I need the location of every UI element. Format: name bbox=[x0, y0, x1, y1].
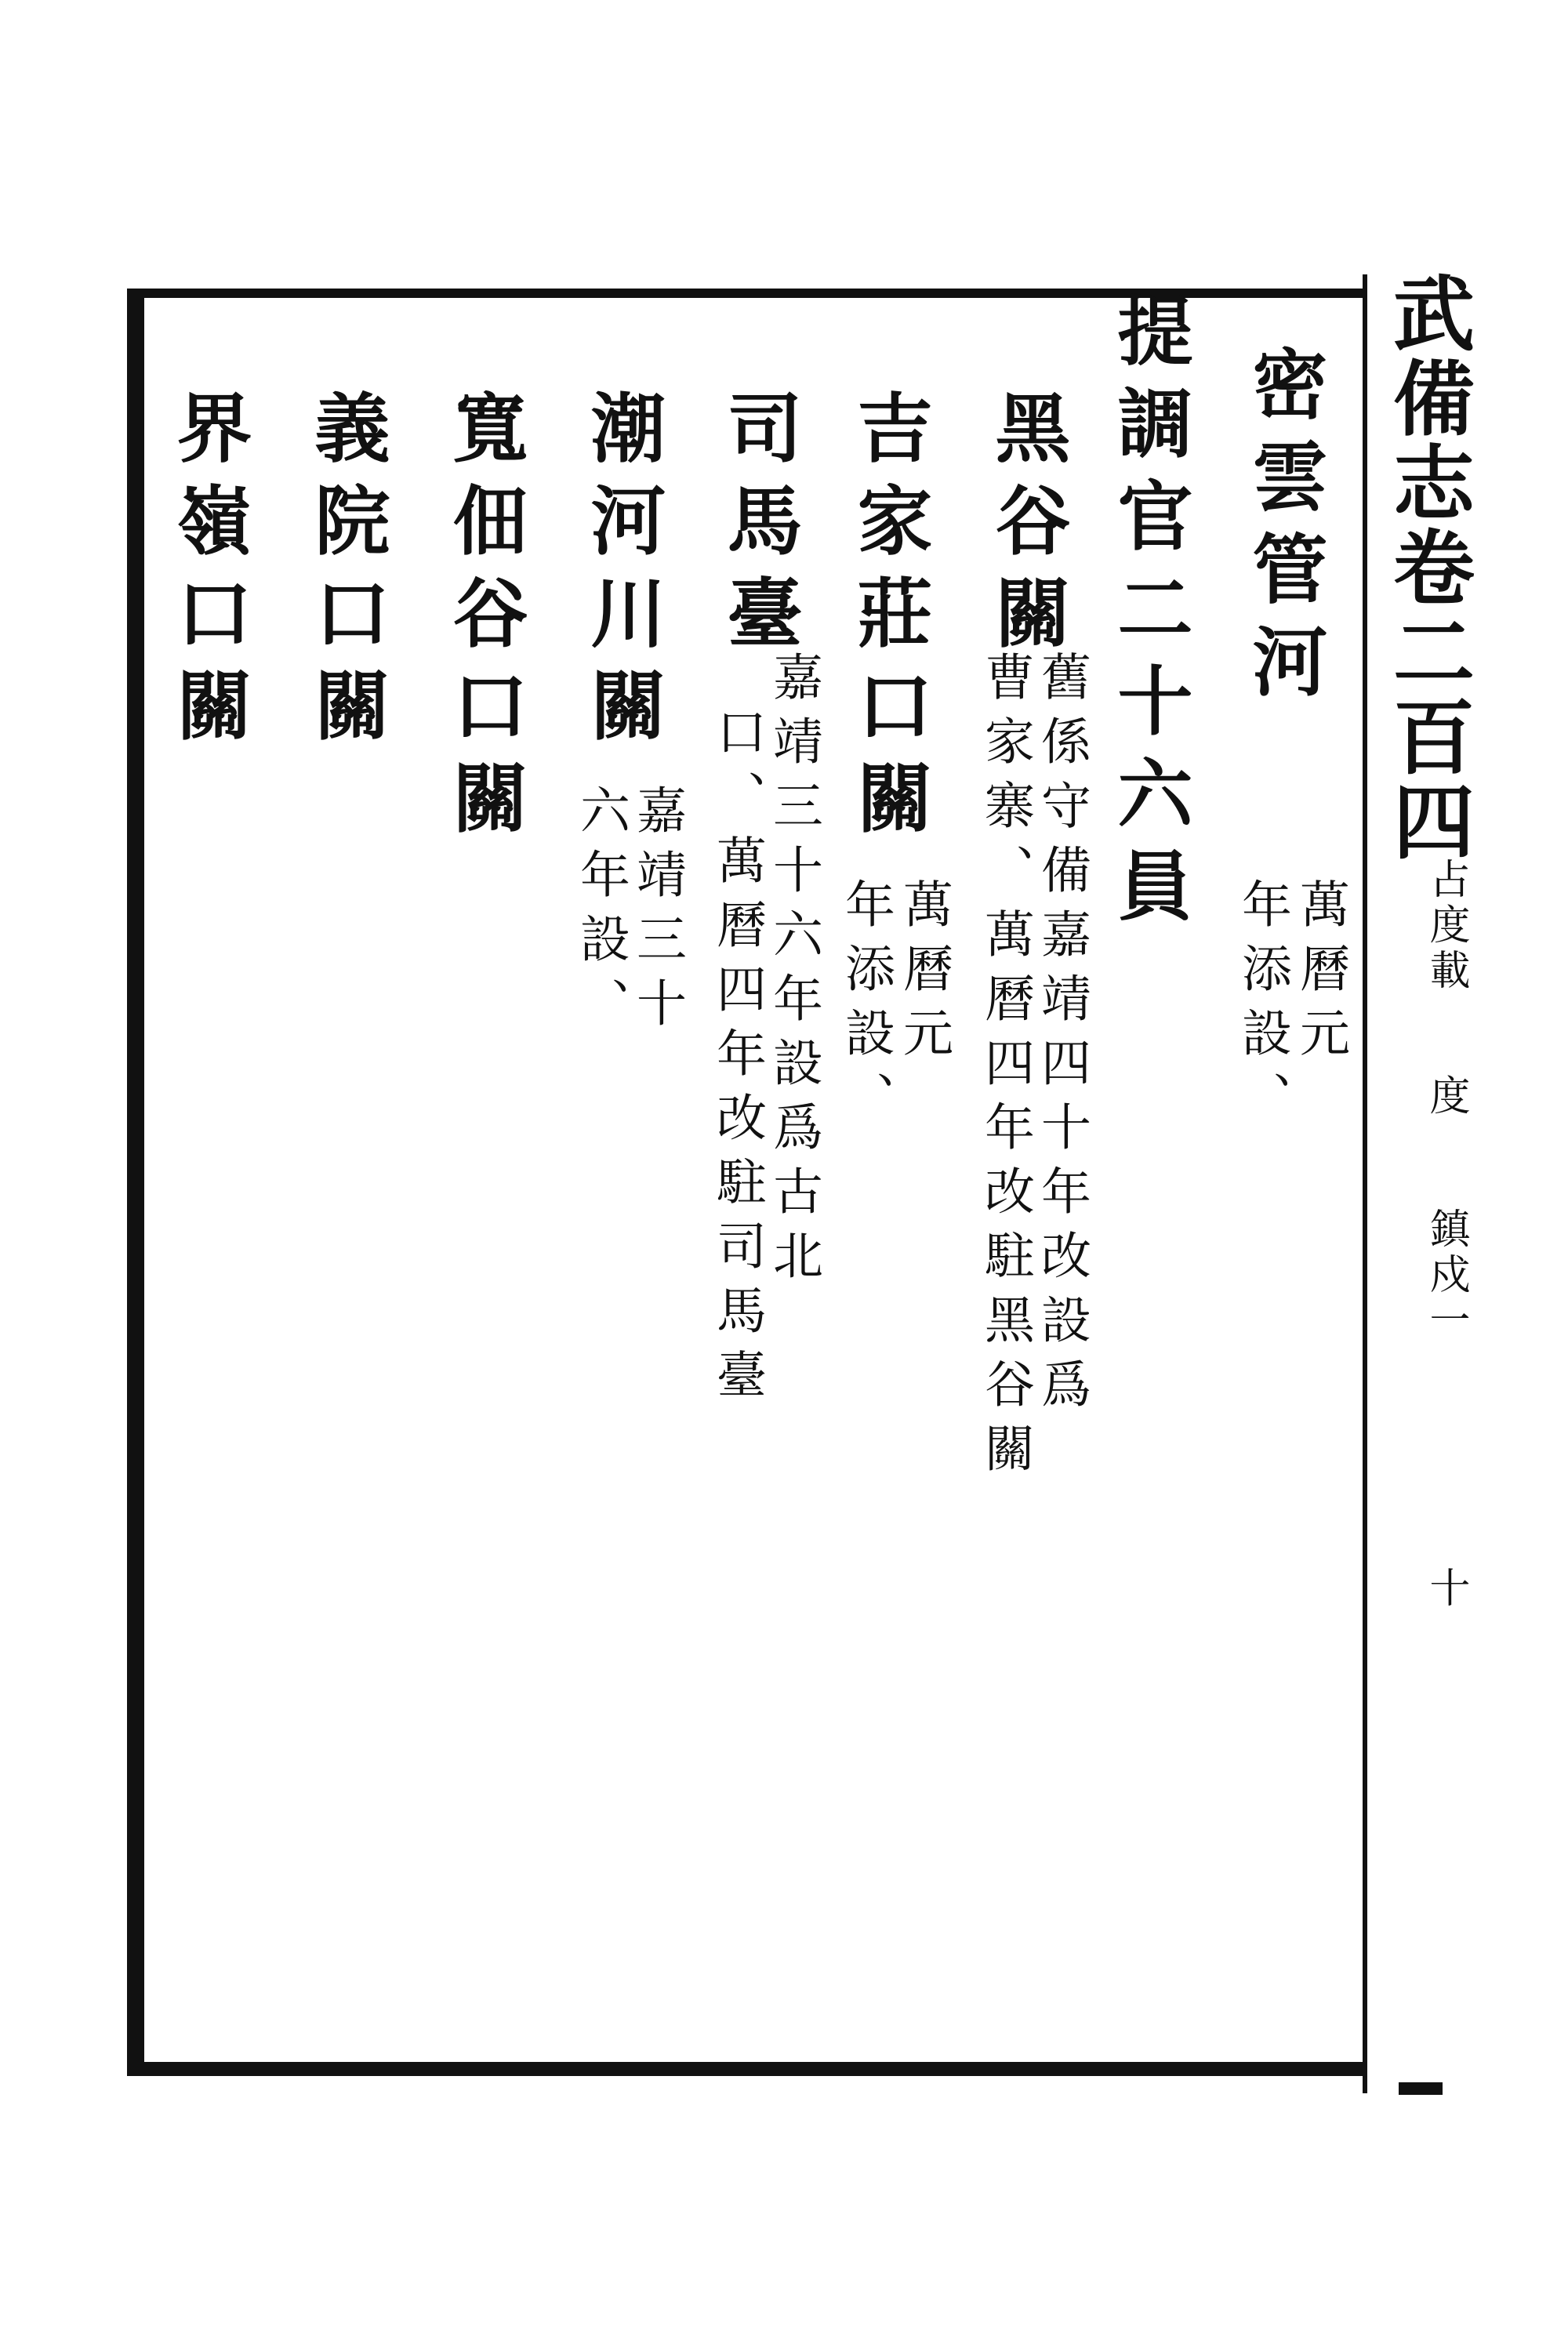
heading-tidiaoguan: 提調官二十六員 bbox=[1105, 292, 1194, 939]
entry-main-heiguguan: 黑谷關 bbox=[983, 389, 1072, 666]
entry-main-yiyuankou: 義院口關 bbox=[303, 389, 391, 759]
entry-note-heiguguan-right: 舊係守備嘉靖四十年改設爲 bbox=[1033, 651, 1091, 1422]
entry-main-jielingkou: 界嶺口關 bbox=[165, 389, 253, 759]
entry-note-jijiazhuang-left: 年添設、 bbox=[837, 878, 895, 1135]
entry-note-heiguguan-left: 曹家寨、萬曆四年改駐黑谷關 bbox=[976, 651, 1034, 1486]
entry-main-miyun-guanhe: 密雲管河 bbox=[1240, 345, 1329, 715]
page-number: 十 bbox=[1422, 1566, 1469, 1612]
entry-note-chaohechuan-left: 六年設、 bbox=[572, 784, 630, 1041]
entry-note-miyun-guanhe-right: 萬曆元 bbox=[1291, 878, 1349, 1071]
edge-mark bbox=[1399, 2082, 1443, 2095]
running-head-section-1: 占度載 bbox=[1422, 858, 1469, 994]
entry-note-chaohechuan-right: 嘉靖三十 bbox=[628, 784, 686, 1041]
margin-line bbox=[1363, 274, 1367, 2093]
entry-note-jijiazhuang-right: 萬曆元 bbox=[895, 878, 953, 1071]
entry-main-jijiazhuang: 吉家莊口關 bbox=[845, 389, 934, 851]
entry-main-chaohechuan: 潮河川關 bbox=[579, 389, 667, 759]
entry-main-simatai: 司馬臺 bbox=[715, 389, 804, 666]
entry-note-miyun-guanhe-left: 年添設、 bbox=[1233, 878, 1291, 1135]
running-head-title: 武備志卷二百四 bbox=[1379, 271, 1475, 864]
running-head-section-2: 度 bbox=[1422, 1074, 1469, 1120]
entry-main-kuandiangu: 寬佃谷口關 bbox=[441, 389, 529, 851]
entry-note-simatai-right: 嘉靖三十六年設爲古北 bbox=[764, 651, 822, 1294]
running-head-section-3: 鎮戍一 bbox=[1422, 1207, 1469, 1344]
entry-note-simatai-left: 口、萬曆四年改駐司馬臺 bbox=[708, 706, 766, 1413]
